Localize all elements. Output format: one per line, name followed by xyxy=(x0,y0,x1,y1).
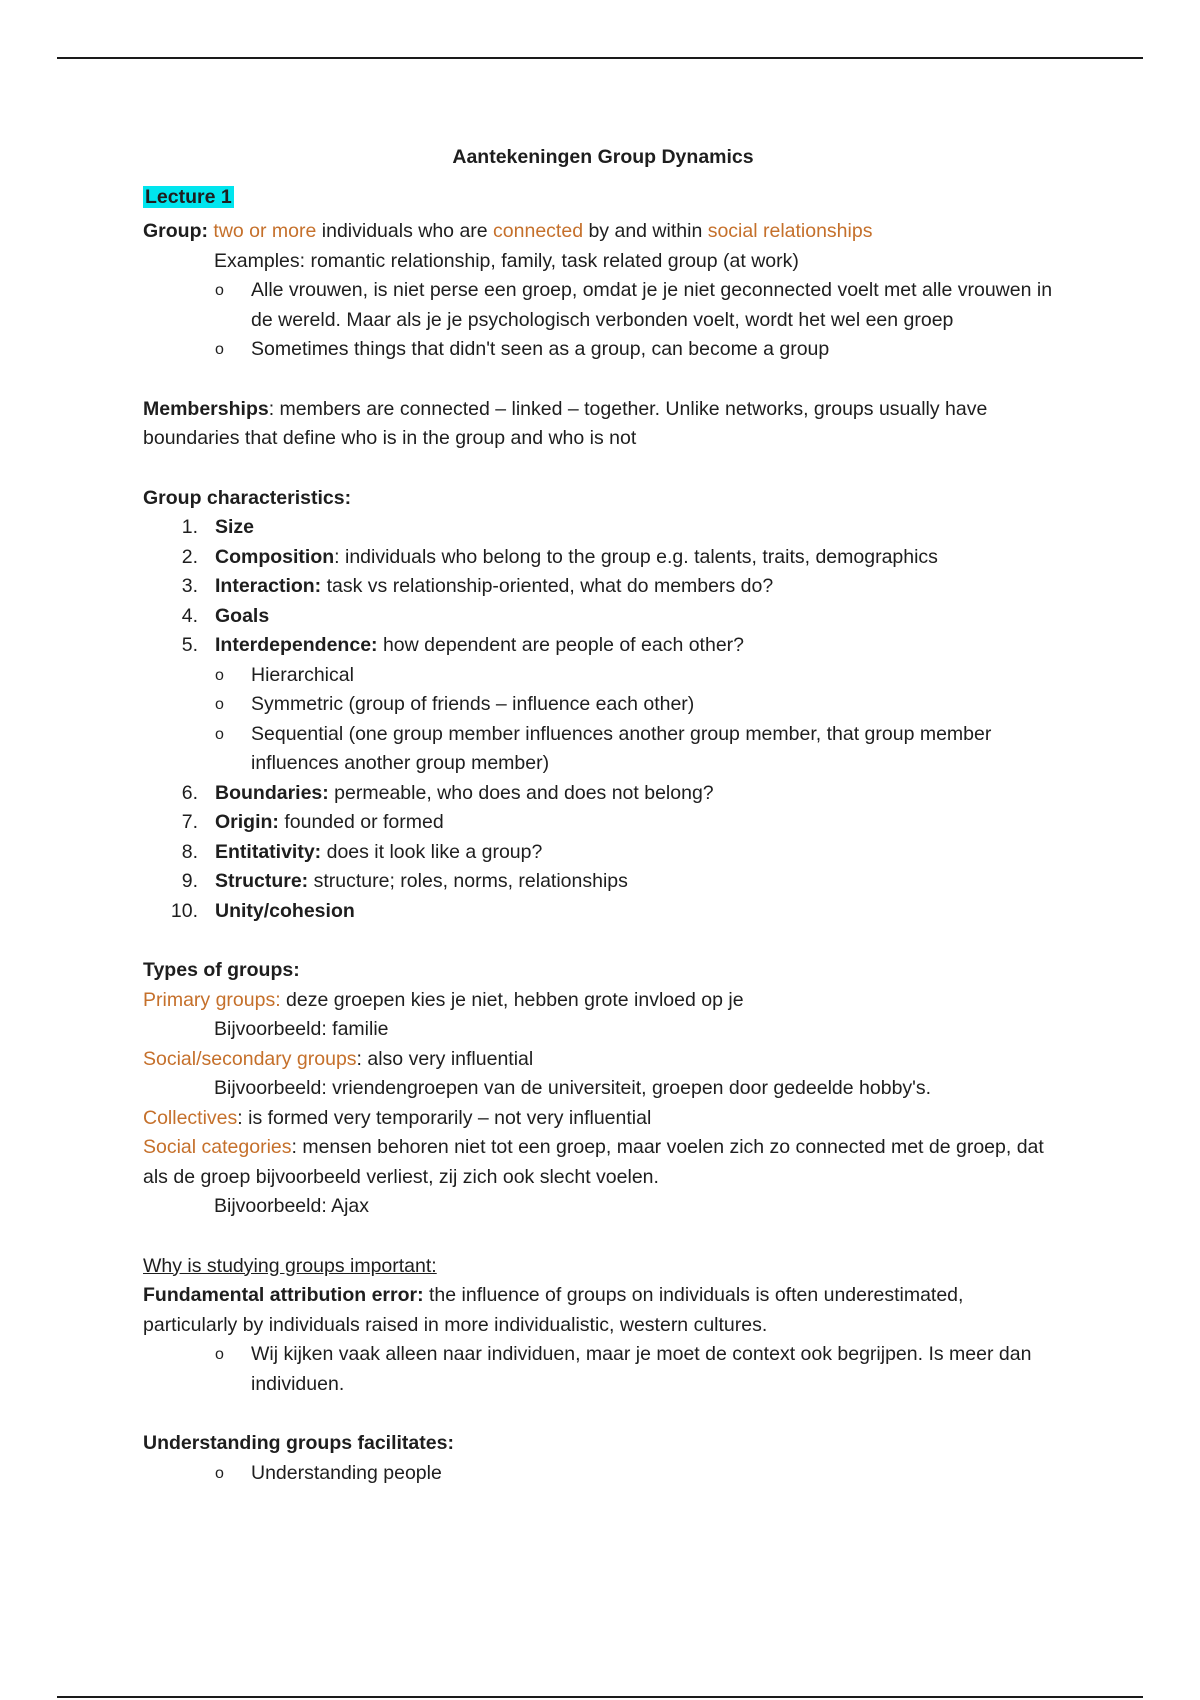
list-item: 2. Composition: individuals who belong to the group e.g. talents, traits, demographics xyxy=(181,545,938,568)
collectives: Collectives: is formed very temporarily – not very influential xyxy=(143,1106,652,1129)
types-heading: Types of groups: xyxy=(143,959,300,981)
list-item: 3. Interaction: task vs relationship-oriented, what do members do? xyxy=(181,575,774,597)
characteristics-heading: Group characteristics: xyxy=(143,486,352,509)
list-item: 7. Origin: founded or formed xyxy=(181,811,444,833)
understanding-heading: Understanding groups facilitates: xyxy=(143,1432,454,1454)
secondary-groups: Social/secondary groups: also very influential xyxy=(143,1047,534,1070)
sub-list-item: o Sequential (one group member influences another group member, that group member influences another group member) xyxy=(143,720,1063,779)
secondary-example: Bijvoorbeeld: vriendengroepen van de universiteit, groepen door gedeelde hobby's. xyxy=(214,1077,932,1099)
sub-list-item: o Hierarchical xyxy=(143,661,1063,691)
social-categories: Social categories: mensen behoren niet tot een groep, maar voelen zich zo connected met de groep, dat als de groep bijvoorbeeld verliest, zij zich ook slecht voelen. xyxy=(143,1136,1044,1188)
why-heading: Why is studying groups important: xyxy=(143,1254,437,1277)
bottom-rule xyxy=(57,1696,1143,1698)
document-page xyxy=(143,137,1063,1488)
list-item: 5. Interdependence: how dependent are people of each other? xyxy=(181,634,745,656)
list-item: 8. Entitativity: does it look like a group? xyxy=(181,840,543,863)
sub-list-item: o Symmetric (group of friends – influence each other) xyxy=(143,690,1063,720)
understanding-bullet: o Understanding people xyxy=(143,1459,1063,1489)
group-examples: Examples: romantic relationship, family, task related group (at work) xyxy=(214,249,799,272)
list-item: 1. Size xyxy=(181,516,255,538)
list-item: 9. Structure: structure; roles, norms, relationships xyxy=(181,870,628,892)
memberships-paragraph: Memberships: members are connected – linked – together. Unlike networks, groups usually have boundaries that define who is in the group and who is not xyxy=(143,397,988,449)
fae-paragraph: Fundamental attribution error: the influence of groups on individuals is often underestimated, particularly by individuals raised in more individualistic, western cultures. xyxy=(143,1284,964,1336)
list-item: 10. Unity/cohesion xyxy=(170,899,355,922)
lecture-heading xyxy=(143,177,1063,217)
lecture-highlight: Lecture 1 xyxy=(145,186,232,208)
group-bullet-2: o Sometimes things that didn't seen as a group, can become a group xyxy=(143,335,1063,365)
categories-example: Bijvoorbeeld: Ajax xyxy=(214,1195,370,1217)
list-item: 6. Boundaries: permeable, who does and does not belong? xyxy=(181,781,714,804)
list-item: 4. Goals xyxy=(181,604,270,627)
primary-groups: Primary groups: deze groepen kies je niet, hebben grote invloed op je xyxy=(143,988,744,1011)
primary-example: Bijvoorbeeld: familie xyxy=(214,1018,389,1040)
group-bullet-1: o Alle vrouwen, is niet perse een groep, omdat je je niet geconnected voelt met alle vrouwen in de wereld. Maar als je je psychologisch verbonden voelt, wordt het wel een groep xyxy=(143,276,1063,335)
document-title: Aantekeningen Group Dynamics xyxy=(452,146,754,168)
why-bullet: o Wij kijken vaak alleen naar individuen, maar je moet de context ook begrijpen. Is meer dan individuen. xyxy=(143,1340,1063,1399)
group-definition: Group: two or more individuals who are connected by and within social relationships xyxy=(143,220,873,242)
top-rule xyxy=(57,57,1143,59)
